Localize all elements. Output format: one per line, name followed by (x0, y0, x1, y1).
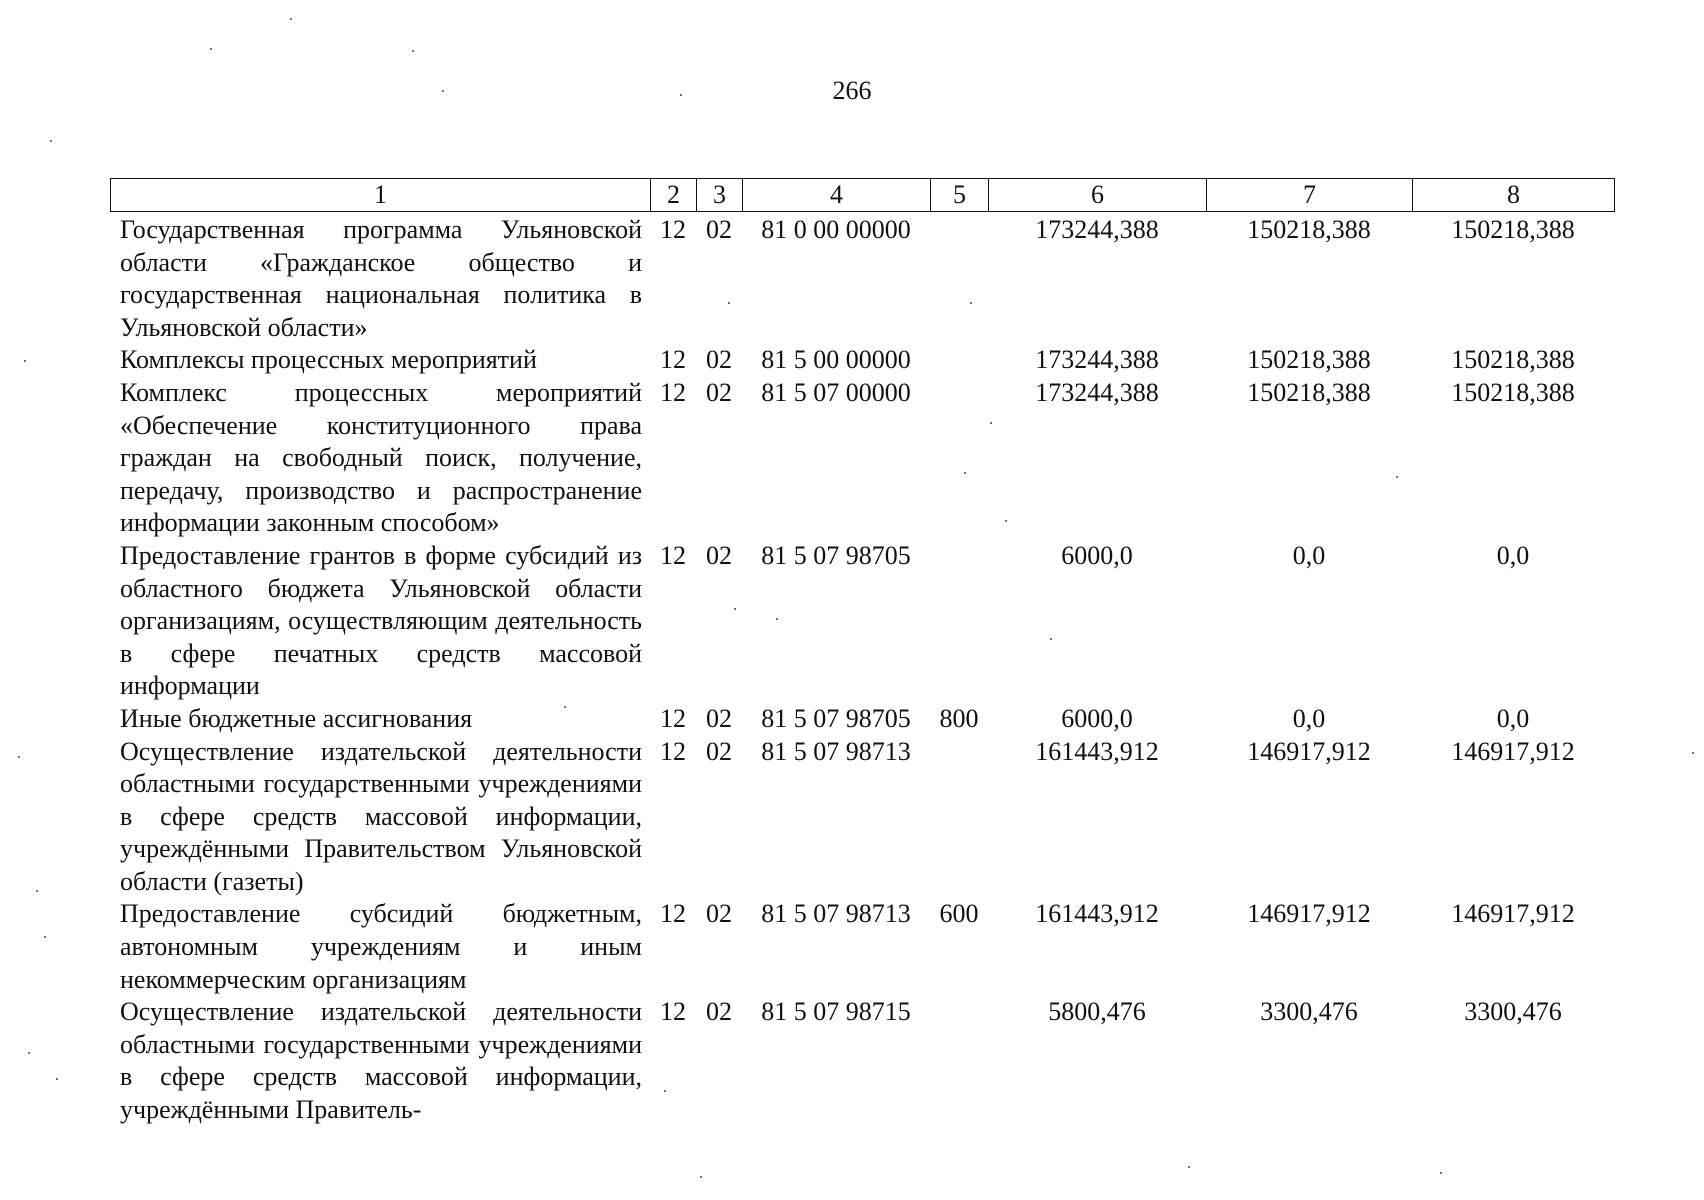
scan-speck (970, 302, 972, 304)
row-name: Государственная программа Ульяновской области «Гражданское общество и государственная национальная политика в Ульяновской области» (120, 215, 642, 342)
scan-speck (700, 1176, 702, 1178)
column-header-1: 1 (111, 179, 651, 212)
column-header-6: 6 (989, 179, 1207, 212)
row-code-target: 81 5 07 98705 (761, 703, 911, 733)
row-code-section: 12 (660, 345, 686, 375)
scan-speck (28, 1052, 30, 1054)
scan-speck (36, 890, 38, 892)
row-amount-6: 161443,912 (1035, 736, 1159, 766)
row-amount-7: 0,0 (1292, 540, 1326, 570)
budget-table (110, 214, 1614, 1127)
row-code-subsection: 02 (706, 377, 732, 407)
scan-speck (564, 706, 566, 708)
scan-speck (1396, 476, 1398, 478)
scan-speck (680, 94, 682, 96)
row-code-expense-type (930, 736, 988, 899)
scan-speck (1050, 638, 1052, 640)
table-row (110, 703, 1614, 736)
scan-speck (1440, 1172, 1442, 1174)
row-code-subsection: 02 (706, 215, 732, 244)
row-amount-7: 150218,388 (1247, 215, 1371, 244)
table-row (110, 898, 1614, 996)
scan-speck (18, 756, 20, 758)
table-row (110, 377, 1614, 540)
scan-speck (1188, 1166, 1190, 1168)
row-code-target: 81 0 00 00000 (761, 215, 911, 244)
row-code-section: 12 (660, 997, 686, 1027)
row-code-target: 81 5 07 98713 (761, 899, 911, 929)
row-code-target: 81 5 07 98713 (761, 736, 911, 766)
table-row (110, 214, 1614, 344)
row-amount-8: 0,0 (1496, 540, 1530, 570)
column-number-header (110, 178, 1615, 212)
row-code-section: 12 (660, 736, 686, 766)
row-code-target: 81 5 00 00000 (761, 345, 911, 375)
row-amount-7: 150218,388 (1247, 345, 1371, 375)
column-header-8: 8 (1413, 179, 1615, 212)
column-header-5: 5 (931, 179, 989, 212)
row-code-expense-type (930, 214, 988, 344)
row-amount-6: 6000,0 (1061, 540, 1133, 570)
scan-speck (664, 1090, 666, 1092)
row-code-expense-type: 800 (939, 703, 979, 733)
row-code-expense-type (930, 344, 988, 377)
row-amount-7: 0,0 (1292, 703, 1326, 733)
row-amount-6: 5800,476 (1048, 997, 1146, 1027)
column-header-3: 3 (697, 179, 743, 212)
row-amount-8: 150218,388 (1451, 345, 1575, 375)
row-amount-6: 173244,388 (1035, 215, 1159, 244)
row-amount-7: 150218,388 (1247, 377, 1371, 407)
scan-speck (990, 422, 992, 424)
table-row (110, 540, 1614, 703)
scan-speck (44, 936, 46, 938)
row-name: Осуществление издательской деятельности областными государственными учреждениями в сфере средств массовой информации, учреждёнными Правительством Ульяновской области (газеты) (120, 736, 642, 896)
row-name: Комплекс процессных мероприятий «Обеспечение конституционного права граждан на свободный поиск, получение, передачу, производство и распространение информации законным способом» (120, 377, 642, 538)
row-code-target: 81 5 07 00000 (761, 377, 911, 407)
scan-speck (290, 18, 292, 20)
row-code-subsection: 02 (706, 736, 732, 766)
row-code-expense-type: 600 (939, 899, 979, 929)
row-name: Иные бюджетные ассигнования (120, 703, 473, 733)
row-amount-6: 161443,912 (1035, 899, 1159, 929)
row-code-section: 12 (660, 899, 686, 929)
row-amount-8: 3300,476 (1464, 997, 1562, 1027)
scan-speck (412, 50, 414, 52)
row-code-section: 12 (660, 377, 686, 407)
row-amount-6: 173244,388 (1035, 345, 1159, 375)
row-amount-7: 146917,912 (1247, 899, 1371, 929)
scan-speck (776, 618, 778, 620)
row-amount-8: 0,0 (1496, 703, 1530, 733)
row-code-subsection: 02 (706, 899, 732, 929)
row-amount-8: 150218,388 (1451, 215, 1575, 244)
column-header-7: 7 (1207, 179, 1413, 212)
row-code-expense-type (930, 996, 988, 1126)
scan-speck (50, 140, 52, 142)
row-code-expense-type (930, 540, 988, 703)
scan-speck (24, 360, 26, 362)
scan-speck (728, 302, 730, 304)
row-amount-8: 150218,388 (1451, 377, 1575, 407)
row-name: Комплексы процессных мероприятий (120, 345, 537, 375)
scan-speck (56, 1078, 58, 1080)
column-header-4: 4 (743, 179, 931, 212)
row-name: Осуществление издательской деятельности областными государственными учреждениями в сфере средств массовой информации, учреждёнными Правитель- (120, 997, 642, 1125)
row-amount-7: 3300,476 (1260, 997, 1358, 1027)
row-code-subsection: 02 (706, 703, 732, 733)
table-row (110, 344, 1614, 377)
page-number: 266 (832, 76, 872, 105)
row-code-section: 12 (660, 703, 686, 733)
row-amount-6: 173244,388 (1035, 377, 1159, 407)
table-row (110, 736, 1614, 899)
row-code-expense-type (930, 377, 988, 540)
scan-speck (442, 90, 444, 92)
row-name: Предоставление субсидий бюджетным, автономным учреждениям и иным некоммерческим организациям (120, 899, 642, 994)
row-code-target: 81 5 07 98715 (761, 997, 911, 1027)
scan-speck (1692, 752, 1694, 754)
row-code-section: 12 (660, 540, 686, 570)
scan-speck (964, 472, 966, 474)
row-code-subsection: 02 (706, 540, 732, 570)
scan-speck (1005, 520, 1007, 522)
row-amount-8: 146917,912 (1451, 736, 1575, 766)
scan-speck (734, 608, 736, 610)
row-name: Предоставление грантов в форме субсидий из областного бюджета Ульяновской области организациям, осуществляющим деятельность в сфере печатных средств массовой информации (120, 540, 642, 701)
table-row (110, 996, 1614, 1126)
row-amount-6: 6000,0 (1061, 703, 1133, 733)
row-amount-7: 146917,912 (1247, 736, 1371, 766)
column-header-2: 2 (651, 179, 697, 212)
row-code-subsection: 02 (706, 345, 732, 375)
row-code-subsection: 02 (706, 997, 732, 1027)
scan-speck (210, 48, 212, 50)
row-code-section: 12 (660, 215, 686, 244)
row-code-target: 81 5 07 98705 (761, 540, 911, 570)
row-amount-8: 146917,912 (1451, 899, 1575, 929)
